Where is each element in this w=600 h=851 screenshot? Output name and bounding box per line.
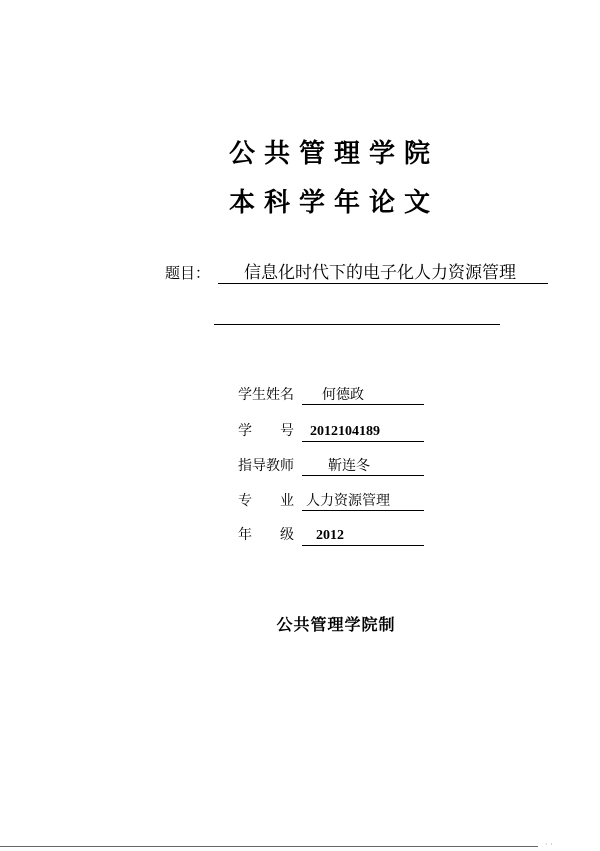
advisor-row [238,455,424,476]
bottom-divider [0,846,538,847]
topic-label: 题目： [165,264,211,282]
grade-value: 2012 [302,527,424,546]
major-value: 人力资源管理 [302,492,424,511]
major-label: 专 业 [238,493,294,509]
paper-type-title: 本科学年论文 [228,188,439,218]
advisor-value: 靳连冬 [302,457,424,476]
student-id-value: 2012104189 [302,423,424,442]
advisor-label: 指导教师 [238,458,294,474]
bottom-marks: · · [545,840,553,849]
topic-second-underline [214,324,500,325]
student-id-row [238,420,424,442]
student-id-label: 学 号 [238,423,294,439]
grade-label: 年 级 [238,527,294,543]
major-row [238,490,424,511]
student-name-label: 学生姓名 [238,387,294,403]
school-title: 公共管理学院 [228,139,439,169]
student-name-row [238,384,424,405]
topic-value: 信息化时代下的电子化人力资源管理 [218,263,548,284]
topic-row [165,262,548,284]
grade-row [238,524,424,546]
student-name-value: 何德政 [302,386,424,405]
footer-organization: 公共管理学院制 [276,615,396,634]
